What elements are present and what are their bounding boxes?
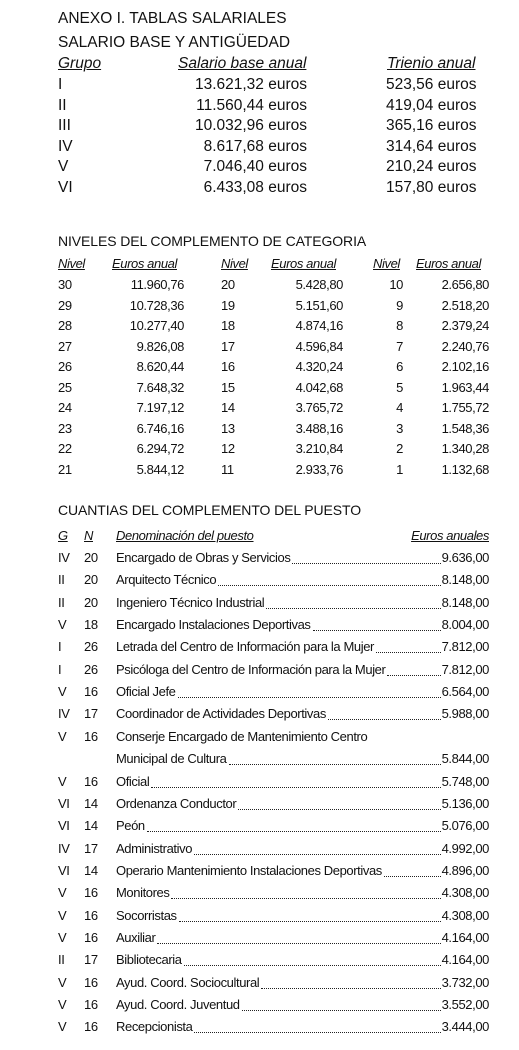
position-name-cell: Oficial Jefe bbox=[116, 684, 176, 700]
level-cell: 20 bbox=[221, 277, 235, 292]
euros-year-cell: 2.933,76 bbox=[295, 461, 343, 477]
level-cell: 17 bbox=[84, 840, 98, 856]
group-cell: V bbox=[58, 929, 67, 945]
header-grupo: Grupo bbox=[58, 55, 102, 72]
group-cell: V bbox=[58, 684, 67, 700]
leader-dots bbox=[157, 941, 440, 944]
euros-year-cell: 9.826,08 bbox=[136, 338, 184, 354]
level-cell: 20 bbox=[84, 594, 98, 610]
level-cell: 19 bbox=[221, 297, 235, 313]
euros-year-cell: 3.765,72 bbox=[295, 400, 343, 415]
amount-cell: 8.004,00 bbox=[441, 617, 489, 633]
group-cell: I bbox=[58, 661, 62, 677]
position-name-cell: Ordenanza Conductor bbox=[116, 795, 237, 811]
leader-dots bbox=[266, 606, 440, 609]
level-cell: 17 bbox=[84, 706, 98, 722]
amount-cell: 3.732,00 bbox=[441, 974, 489, 990]
group-cell: VI bbox=[58, 862, 70, 878]
level-cell: 23 bbox=[58, 420, 72, 436]
amount-cell: 5.076,00 bbox=[441, 818, 489, 834]
amount-cell: 5.844,00 bbox=[441, 751, 489, 767]
level-cell: 16 bbox=[84, 773, 98, 789]
header-base-salary: Salario base anual bbox=[178, 55, 307, 72]
group-cell: II bbox=[58, 594, 65, 610]
level-cell: 3 bbox=[396, 420, 403, 436]
group-cell: III bbox=[58, 117, 71, 135]
level-cell: 14 bbox=[84, 818, 98, 834]
level-cell: 4 bbox=[396, 400, 403, 415]
group-cell: IV bbox=[58, 137, 73, 155]
position-name-cell: Coordinador de Actividades Deportivas bbox=[116, 706, 326, 722]
base-salary-heading: SALARIO BASE Y ANTIGÜEDAD bbox=[58, 34, 291, 51]
level-cell: 20 bbox=[84, 550, 98, 565]
level-cell: 16 bbox=[221, 359, 235, 374]
header-level: Nivel bbox=[58, 256, 85, 271]
euros-year-cell: 11.960,76 bbox=[130, 277, 184, 292]
amount-cell: 4.164,00 bbox=[441, 929, 489, 945]
level-cell: 26 bbox=[58, 359, 72, 374]
leader-dots bbox=[387, 673, 440, 676]
level-cell: 30 bbox=[58, 277, 72, 292]
base-salary-cell: 8.617,68 euros bbox=[203, 137, 307, 155]
leader-dots bbox=[328, 717, 441, 720]
amount-cell: 4.992,00 bbox=[441, 840, 489, 856]
level-cell: 24 bbox=[58, 400, 72, 415]
group-cell: II bbox=[58, 96, 67, 114]
euros-year-cell: 6.294,72 bbox=[136, 441, 184, 456]
euros-year-cell: 1.340,28 bbox=[441, 441, 489, 456]
position-name-cell: Operario Mantenimiento Instalaciones Deportivas bbox=[116, 862, 382, 878]
level-cell: 18 bbox=[84, 617, 98, 633]
header-euros-year: Euros anual bbox=[416, 256, 481, 271]
group-cell: IV bbox=[58, 840, 70, 856]
category-levels-heading: NIVELES DEL COMPLEMENTO DE CATEGORIA bbox=[58, 233, 367, 249]
position-name-cell: Monitores bbox=[116, 885, 170, 901]
level-cell: 16 bbox=[84, 728, 98, 744]
group-cell: V bbox=[58, 974, 67, 990]
amount-cell: 4.308,00 bbox=[441, 885, 489, 901]
euros-year-cell: 8.620,44 bbox=[136, 359, 184, 374]
position-name-cell: Auxiliar bbox=[116, 929, 156, 945]
level-cell: 14 bbox=[84, 795, 98, 811]
leader-dots bbox=[218, 583, 440, 586]
level-cell: 22 bbox=[58, 441, 72, 456]
position-name-cell: Municipal de Cultura bbox=[116, 751, 227, 767]
euros-year-cell: 4.320,24 bbox=[295, 359, 343, 374]
level-cell: 18 bbox=[221, 318, 235, 333]
base-salary-cell: 13.621,32 euros bbox=[194, 76, 307, 93]
level-cell: 15 bbox=[221, 379, 235, 395]
leader-dots bbox=[178, 695, 441, 698]
amount-cell: 4.308,00 bbox=[441, 907, 489, 923]
group-cell: I bbox=[58, 639, 62, 655]
header-position-name: Denominación del puesto bbox=[116, 528, 254, 543]
amount-cell: 7.812,00 bbox=[441, 639, 489, 655]
leader-dots bbox=[151, 785, 440, 788]
level-cell: 16 bbox=[84, 684, 98, 700]
triennium-cell: 157,80 euros bbox=[386, 179, 477, 196]
level-cell: 21 bbox=[58, 461, 72, 477]
euros-year-cell: 7.197,12 bbox=[136, 400, 184, 415]
leader-dots bbox=[242, 1008, 441, 1011]
position-name-cell: Psicóloga del Centro de Información para la Mujer bbox=[116, 661, 386, 677]
group-cell: V bbox=[58, 885, 67, 901]
euros-year-cell: 5.151,60 bbox=[295, 297, 343, 313]
amount-cell: 3.552,00 bbox=[441, 997, 489, 1012]
level-cell: 25 bbox=[58, 379, 72, 395]
euros-year-cell: 10.277,40 bbox=[129, 318, 184, 333]
leader-dots bbox=[292, 561, 440, 564]
position-name-cell: Ayud. Coord. Sociocultural bbox=[116, 974, 260, 990]
annex-title: ANEXO I. TABLAS SALARIALES bbox=[58, 10, 287, 27]
group-cell: IV bbox=[58, 706, 70, 722]
group-cell: V bbox=[58, 907, 67, 923]
header-euros-year: Euros anual bbox=[112, 256, 177, 271]
leader-dots bbox=[194, 1030, 440, 1033]
amount-cell: 8.148,00 bbox=[441, 572, 489, 588]
level-cell: 16 bbox=[84, 974, 98, 990]
level-cell: 13 bbox=[221, 420, 235, 436]
euros-year-cell: 7.648,32 bbox=[136, 379, 184, 395]
group-cell: VI bbox=[58, 179, 73, 196]
amount-cell: 8.148,00 bbox=[441, 594, 489, 610]
euros-year-cell: 4.874,16 bbox=[295, 318, 343, 333]
leader-dots bbox=[238, 807, 440, 810]
amount-cell: 5.988,00 bbox=[441, 706, 489, 722]
euros-year-cell: 2.656,80 bbox=[441, 277, 489, 292]
leader-dots bbox=[171, 896, 440, 899]
position-name-cell: Administrativo bbox=[116, 840, 193, 856]
group-cell: V bbox=[58, 617, 67, 633]
euros-year-cell: 6.746,16 bbox=[136, 420, 184, 436]
euros-year-cell: 2.102,16 bbox=[441, 359, 489, 374]
header-level: N bbox=[84, 528, 93, 543]
level-cell: 20 bbox=[84, 572, 98, 588]
position-name-cell: Recepcionista bbox=[116, 1019, 193, 1035]
amount-cell: 5.136,00 bbox=[441, 795, 489, 811]
level-cell: 28 bbox=[58, 318, 72, 333]
euros-year-cell: 1.755,72 bbox=[441, 400, 489, 415]
level-cell: 14 bbox=[221, 400, 235, 415]
position-name-cell: Peón bbox=[116, 818, 145, 834]
amount-cell: 4.896,00 bbox=[441, 862, 489, 878]
amount-cell: 4.164,00 bbox=[441, 952, 489, 968]
euros-year-cell: 1.132,68 bbox=[441, 461, 489, 477]
group-cell: V bbox=[58, 1019, 67, 1035]
position-name-cell: Socorristas bbox=[116, 907, 177, 923]
euros-year-cell: 5.844,12 bbox=[136, 461, 184, 477]
level-cell: 10 bbox=[389, 277, 403, 292]
group-cell: V bbox=[58, 997, 67, 1012]
leader-dots bbox=[147, 829, 441, 832]
position-name-cell: Encargado de Obras y Servicios bbox=[116, 550, 291, 565]
euros-year-cell: 1.548,36 bbox=[441, 420, 489, 436]
base-salary-cell: 6.433,08 euros bbox=[203, 179, 307, 196]
amount-cell: 5.748,00 bbox=[441, 773, 489, 789]
level-cell: 16 bbox=[84, 1019, 98, 1035]
triennium-cell: 314,64 euros bbox=[386, 137, 477, 155]
leader-dots bbox=[261, 986, 440, 989]
position-name-cell: Ayud. Coord. Juventud bbox=[116, 997, 240, 1012]
header-euros-year: Euros anual bbox=[271, 256, 336, 271]
level-cell: 17 bbox=[221, 338, 235, 354]
euros-year-cell: 4.596,84 bbox=[295, 338, 343, 354]
header-group: G bbox=[58, 528, 68, 543]
euros-year-cell: 4.042,68 bbox=[295, 379, 343, 395]
euros-year-cell: 2.518,20 bbox=[441, 297, 489, 313]
euros-year-cell: 2.379,24 bbox=[441, 318, 489, 333]
amount-cell: 6.564,00 bbox=[441, 684, 489, 700]
base-salary-cell: 11.560,44 euros bbox=[196, 96, 307, 114]
base-salary-cell: 10.032,96 euros bbox=[194, 117, 307, 135]
level-cell: 11 bbox=[221, 461, 234, 477]
level-cell: 8 bbox=[396, 318, 403, 333]
level-cell: 2 bbox=[396, 441, 403, 456]
position-amounts-heading: CUANTIAS DEL COMPLEMENTO DEL PUESTO bbox=[58, 502, 362, 518]
leader-dots bbox=[384, 874, 441, 877]
leader-dots bbox=[184, 963, 441, 966]
group-cell: IV bbox=[58, 550, 70, 565]
level-cell: 26 bbox=[84, 661, 98, 677]
level-cell: 16 bbox=[84, 907, 98, 923]
amount-cell: 9.636,00 bbox=[441, 550, 489, 565]
level-cell: 17 bbox=[84, 952, 98, 968]
header-level: Nivel bbox=[373, 256, 400, 271]
position-name-cell: Oficial bbox=[116, 773, 150, 789]
level-cell: 29 bbox=[58, 297, 72, 313]
level-cell: 5 bbox=[396, 379, 403, 395]
triennium-cell: 419,04 euros bbox=[386, 96, 477, 114]
triennium-cell: 523,56 euros bbox=[386, 76, 477, 93]
position-name-cell: Arquitecto Técnico bbox=[116, 572, 217, 588]
header-triennium: Trienio anual bbox=[387, 55, 476, 72]
position-name-cell: Conserje Encargado de Mantenimiento Centro bbox=[116, 728, 368, 744]
position-name-cell: Bibliotecaria bbox=[116, 952, 182, 968]
group-cell: I bbox=[58, 76, 63, 93]
group-cell: VI bbox=[58, 818, 70, 834]
leader-dots bbox=[194, 852, 441, 855]
group-cell: V bbox=[58, 773, 67, 789]
level-cell: 16 bbox=[84, 885, 98, 901]
level-cell: 9 bbox=[396, 297, 403, 313]
leader-dots bbox=[313, 628, 441, 631]
euros-year-cell: 5.428,80 bbox=[295, 277, 343, 292]
group-cell: V bbox=[58, 728, 67, 744]
base-salary-cell: 7.046,40 euros bbox=[203, 158, 307, 176]
leader-dots bbox=[229, 762, 441, 765]
euros-year-cell: 10.728,36 bbox=[129, 297, 184, 313]
triennium-cell: 210,24 euros bbox=[386, 158, 477, 176]
header-level: Nivel bbox=[221, 256, 248, 271]
level-cell: 14 bbox=[84, 862, 98, 878]
leader-dots bbox=[179, 919, 441, 922]
level-cell: 1 bbox=[396, 461, 403, 477]
level-cell: 27 bbox=[58, 338, 72, 354]
level-cell: 7 bbox=[396, 338, 403, 354]
group-cell: VI bbox=[58, 795, 70, 811]
group-cell: II bbox=[58, 572, 65, 588]
position-name-cell: Letrada del Centro de Información para la Mujer bbox=[116, 639, 374, 655]
level-cell: 26 bbox=[84, 639, 98, 655]
amount-cell: 7.812,00 bbox=[441, 661, 489, 677]
leader-dots bbox=[376, 650, 441, 653]
euros-year-cell: 3.210,84 bbox=[295, 441, 343, 456]
euros-year-cell: 2.240,76 bbox=[441, 338, 489, 354]
level-cell: 6 bbox=[396, 359, 403, 374]
group-cell: V bbox=[58, 158, 69, 176]
euros-year-cell: 1.963,44 bbox=[441, 379, 489, 395]
level-cell: 16 bbox=[84, 929, 98, 945]
level-cell: 16 bbox=[84, 997, 98, 1012]
level-cell: 12 bbox=[221, 441, 235, 456]
triennium-cell: 365,16 euros bbox=[386, 117, 477, 135]
group-cell: II bbox=[58, 952, 65, 968]
position-name-cell: Ingeniero Técnico Industrial bbox=[116, 594, 265, 610]
position-name-cell: Encargado Instalaciones Deportivas bbox=[116, 617, 311, 633]
header-euros-annual: Euros anuales bbox=[411, 528, 489, 543]
amount-cell: 3.444,00 bbox=[441, 1019, 489, 1035]
euros-year-cell: 3.488,16 bbox=[295, 420, 343, 436]
